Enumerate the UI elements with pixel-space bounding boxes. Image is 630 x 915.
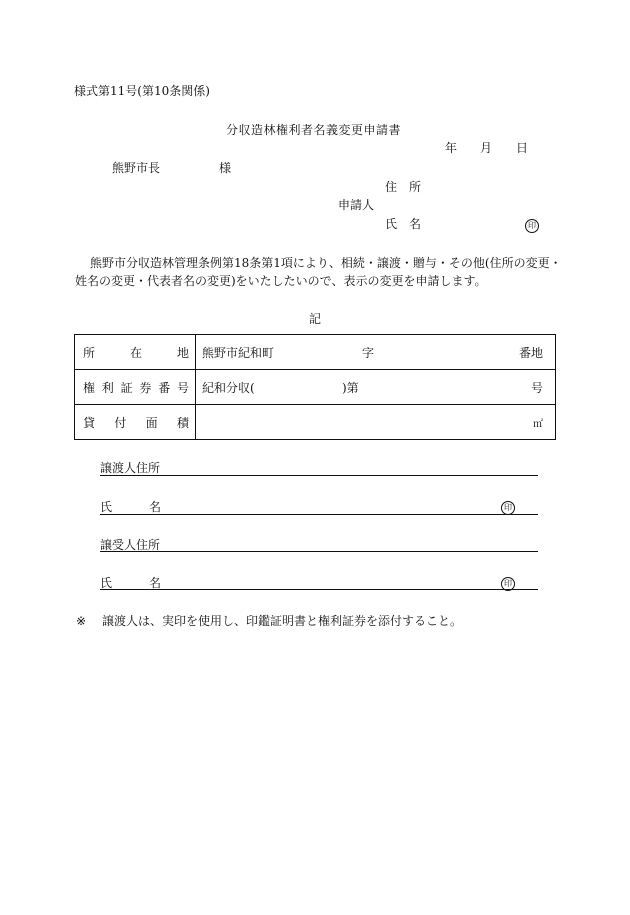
page-title: 分収造林権利者名義変更申請書 [226, 123, 402, 137]
ki-heading: 記 [309, 312, 322, 326]
form-number: 様式第11号(第10条関係) [74, 84, 210, 98]
date-month-label: 月 [480, 141, 493, 155]
transferee-address-label: 譲受人住所 [100, 538, 161, 552]
info-table [74, 334, 556, 440]
transferee-name-line[interactable] [100, 589, 538, 590]
certificate-suffix: 号 [530, 380, 543, 395]
label-location: 所 在 地 [83, 345, 189, 360]
transferee-name-label-2: 名 [149, 576, 162, 590]
table-row-location [75, 335, 556, 370]
label-certificate: 権 利 証 券 番 号 [83, 380, 189, 395]
location-aza: 字 [362, 345, 375, 360]
transferor-address-line[interactable] [100, 475, 538, 476]
certificate-mid: )第 [342, 380, 359, 395]
applicant-name-label: 氏 名 [385, 217, 422, 231]
body-text-line-2: 姓名の変更・代表者名の変更)をいたしたいので、表示の変更を申請します。 [75, 274, 487, 288]
value-cell-certificate[interactable] [196, 370, 556, 405]
body-text-line-1: 熊野市分収造林管理条例第18条第1項により、相続・譲渡・贈与・その他(住所の変更・ [90, 256, 562, 270]
addressee-honorific: 様 [219, 161, 232, 175]
transferor-seal-text: 印 [501, 501, 515, 515]
note-text: 譲渡人は、実印を使用し、印鑑証明書と権利証券を添付すること。 [102, 614, 463, 628]
applicant-seal-icon [525, 217, 539, 233]
transferee-seal-text: 印 [501, 577, 515, 591]
transferee-name-label-1: 氏 [100, 576, 113, 590]
location-banchi: 番地 [518, 345, 543, 360]
transferor-name-line[interactable] [100, 514, 538, 515]
table-row-certificate [75, 370, 556, 405]
label-cell-location [75, 335, 196, 370]
transferor-name-label-1: 氏 [100, 500, 113, 514]
value-cell-location[interactable] [196, 335, 556, 370]
addressee-name: 熊野市長 [112, 161, 161, 175]
location-prefix: 熊野市紀和町 [202, 345, 275, 360]
transferor-seal-icon [501, 499, 515, 515]
date-year-label: 年 [445, 141, 458, 155]
table-row-area [75, 405, 556, 440]
transferor-address-label: 譲渡人住所 [100, 461, 161, 475]
certificate-prefix: 紀和分収( [202, 380, 255, 395]
note-mark: ※ [76, 614, 87, 628]
transferor-name-label-2: 名 [149, 500, 162, 514]
date-day-label: 日 [516, 141, 529, 155]
area-unit: ㎡ [533, 418, 543, 430]
transferee-address-line[interactable] [100, 551, 538, 552]
applicant-role-label: 申請人 [338, 198, 375, 212]
label-cell-area [75, 405, 196, 440]
applicant-address-label: 住 所 [385, 180, 422, 194]
label-cell-certificate [75, 370, 196, 405]
label-area: 貸 付 面 積 [83, 415, 189, 430]
applicant-seal-text: 印 [525, 219, 539, 233]
value-cell-area[interactable] [196, 405, 556, 440]
